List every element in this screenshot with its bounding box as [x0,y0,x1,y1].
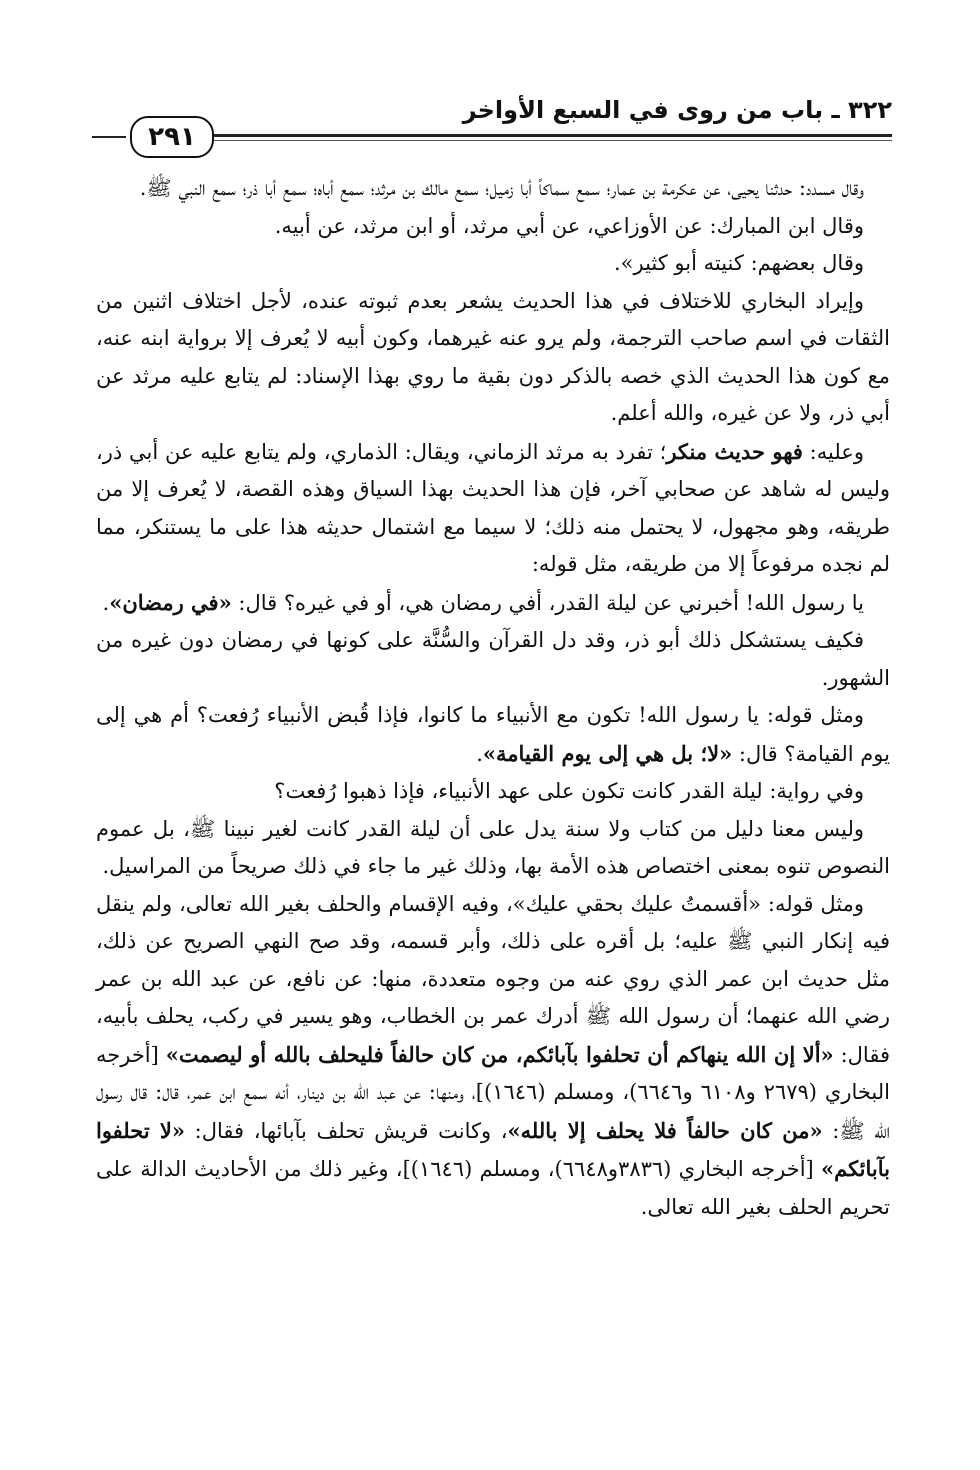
chapter-title: ٣٢٢ ـ باب من روى في السبع الأواخر [462,96,892,124]
bold-text: «في رمضان» [109,589,232,615]
text-run: ؛ تفرد به مرثد الزماني، ويقال: الذماري، ولم يتابع عليه عن أبي ذر، وليس له شاهد عن صحابي آخر، فإن هذا الحديث بهذا السياق وهذه القصة، لا يُعرف إلا من طريقه، وهو مجهول، لا يحتمل منه ذلك؛ لا سيما مع اشتمال حديثه هذا على ما يستنكر، مما لم نجده مرفوعاً إلا من طريقه، مثل قوله: [96,439,890,576]
paragraph [96,245,890,283]
paragraph [96,170,890,208]
text-run: وليس معنا دليل من كتاب ولا سنة يدل على أن ليلة القدر كانت لغير نبينا ﷺ، بل عموم النصوص تنوه بمعنى اختصاص هذه الأمة بها، وذلك غير ما جاء في ذلك صريحاً من المراسيل. [96,816,890,878]
paragraph [96,773,890,811]
bold-text: «من كان حالفاً فلا يحلف إلا بالله» [507,1117,823,1143]
text-run: وإيراد البخاري للاختلاف في هذا الحديث يشعر بعدم ثبوته عنده، لأجل اختلاف اثنين من الثقات في اسم صاحب الترجمة، ولم يرو عنه غيرهما، وكون أبيه لا يُعرف إلا برواية ابنه عنه، مع كون هذا الحديث الذي خصه بالذكر دون بقية ما روي بهذا الإسناد: لم يتابع عليه مرثد عن أبي ذر، ولا عن غيره، والله أعلم. [96,288,890,425]
text-run: يا رسول الله! أخبرني عن ليلة القدر، أفي رمضان هي، أو في غيره؟ قال: [231,590,864,615]
paragraph [96,811,890,886]
text-run: وقال بعضهم: كنيته أبو كثير». [613,251,864,275]
text-run: وقال مسدد: حدثنا يحيى، عن عكرمة بن عمار؛ سمع سماكاً أبا زميل؛ سمع مالك بن مرثد؛ سمع أباه؛ سمع أبا ذر؛ سمع النبي ﷺ. [139,176,864,200]
text-run: [أخرجه البخاري (٣٨٣٦و٦٦٤٨)، ومسلم (١٦٤٦)]، وغير ذلك من الأحاديث الدالة على تحريم الحلف بغير الله تعالى. [96,1157,890,1219]
paragraph [96,622,890,697]
header-rule-thin [212,140,892,141]
header-rule-left [92,136,126,138]
text-run: . [102,590,110,615]
text-run: وقال ابن المبارك: عن الأوزاعي، عن أبي مرثد، أو ابن مرثد، عن أبيه. [274,213,864,238]
text-run: [أخرجه البخاري (٢٦٧٩ و٦١٠٨ و٦٦٤٦)، ومسلم (١٦٤٦)]، ومنها: عن عبد الله بن دينار، أنه سمع ابن عمر، قال: قال رسول الله ﷺ: [96,1042,891,1143]
page-number: ٢٩١ [130,116,214,158]
text-run: . [476,741,483,766]
paragraph [96,208,890,246]
paragraph [96,584,890,623]
text-run: فكيف يستشكل ذلك أبو ذر، وقد دل القرآن والسُّنَّة على كونها في رمضان دون غيره من الشهور. [96,628,890,690]
bold-text: «لا؛ بل هي إلى يوم القيامة» [482,740,733,766]
paragraph [96,886,890,1227]
text-run: وفي رواية: ليلة القدر كانت تكون على عهد الأنبياء، فإذا ذهبوا رُفعت؟ [274,779,864,803]
paragraph [96,697,890,773]
paragraph [96,433,890,584]
main-text [96,170,890,1226]
bold-text: «لا تحلفوا بآبائكم» [96,1117,890,1181]
bold-text: فهو حديث منكر [666,438,803,464]
header-rule [212,134,892,137]
bold-text: «ألا إن الله ينهاكم أن تحلفوا بآبائكم، من كان حالفاً فليحلف بالله أو ليصمت» [165,1041,834,1067]
page-header [92,88,892,158]
text-run: ، وكانت قريش تحلف بآبائها، فقال: [185,1118,508,1143]
text-run: وعليه: [802,439,864,464]
paragraph [96,283,890,433]
text-run: ومثل قوله: «أقسمتُ عليك بحقي عليك»، وفيه الإقسام والحلف بغير الله تعالى، ولم ينقل فيه إنكار النبي ﷺ عليه؛ بل أقره على ذلك، وأبر قسمه، وقد صح النهي الصريح عن ذلك، مثل حديث ابن عمر الذي روي عنه من وجوه متعددة، منها: عن نافع، عن عبد الله بن عمر رضي الله عنهما؛ أن رسول الله ﷺ أدرك عمر بن الخطاب، وهو يسير في ركب، يحلف بأبيه، فقال: [96,891,890,1067]
text-run: ومثل قوله: يا رسول الله! تكون مع الأنبياء ما كانوا، فإذا قُبض الأنبياء رُفعت؟ أم هي إلى يوم القيامة؟ قال: [96,703,890,766]
